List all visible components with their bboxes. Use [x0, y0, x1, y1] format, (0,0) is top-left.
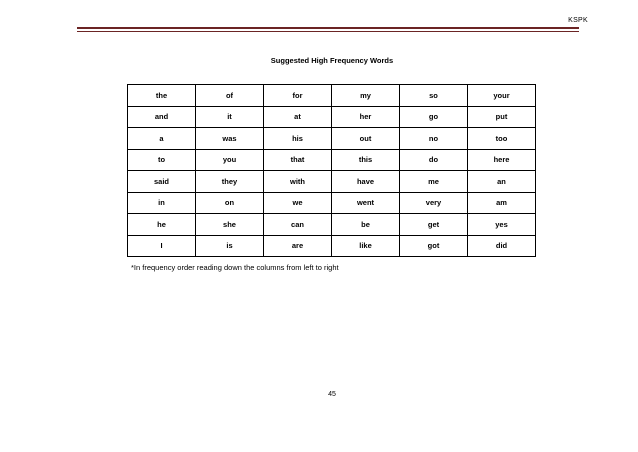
- table-cell: with: [264, 171, 332, 193]
- table-cell: on: [196, 192, 264, 214]
- table-cell: get: [400, 214, 468, 236]
- table-row: [128, 171, 536, 193]
- table-cell: to: [128, 149, 196, 171]
- table-cell: be: [332, 214, 400, 236]
- table-cell: said: [128, 171, 196, 193]
- table-cell: an: [468, 171, 536, 193]
- table-cell: for: [264, 85, 332, 107]
- table-row: [128, 235, 536, 257]
- footnote: *In frequency order reading down the columns from left to right: [131, 263, 339, 272]
- table-cell: me: [400, 171, 468, 193]
- table-cell: is: [196, 235, 264, 257]
- table-cell: put: [468, 106, 536, 128]
- table-cell: she: [196, 214, 264, 236]
- table-row: [128, 214, 536, 236]
- table-cell: am: [468, 192, 536, 214]
- table-cell: went: [332, 192, 400, 214]
- header-rule: [77, 27, 579, 29]
- table-cell: I: [128, 235, 196, 257]
- table-cell: do: [400, 149, 468, 171]
- table-cell: that: [264, 149, 332, 171]
- table-cell: here: [468, 149, 536, 171]
- table-row: [128, 128, 536, 150]
- table-cell: her: [332, 106, 400, 128]
- table-cell: we: [264, 192, 332, 214]
- header-rule-secondary: [77, 31, 579, 32]
- table-cell: are: [264, 235, 332, 257]
- table-cell: of: [196, 85, 264, 107]
- table-cell: he: [128, 214, 196, 236]
- table-cell: at: [264, 106, 332, 128]
- word-table: [127, 84, 536, 257]
- table-cell: got: [400, 235, 468, 257]
- table-cell: and: [128, 106, 196, 128]
- table-cell: did: [468, 235, 536, 257]
- table-cell: in: [128, 192, 196, 214]
- table-cell: your: [468, 85, 536, 107]
- table-cell: the: [128, 85, 196, 107]
- table-cell: have: [332, 171, 400, 193]
- table-cell: out: [332, 128, 400, 150]
- table-cell: was: [196, 128, 264, 150]
- table-cell: like: [332, 235, 400, 257]
- table-cell: my: [332, 85, 400, 107]
- table-cell: you: [196, 149, 264, 171]
- table-cell: no: [400, 128, 468, 150]
- table-cell: too: [468, 128, 536, 150]
- table-cell: a: [128, 128, 196, 150]
- table-cell: go: [400, 106, 468, 128]
- table-cell: his: [264, 128, 332, 150]
- table-cell: it: [196, 106, 264, 128]
- table-cell: very: [400, 192, 468, 214]
- table-cell: they: [196, 171, 264, 193]
- table-row: [128, 106, 536, 128]
- page-number: 45: [328, 391, 336, 398]
- table-cell: yes: [468, 214, 536, 236]
- word-table-body: [128, 85, 536, 257]
- table-cell: so: [400, 85, 468, 107]
- table-row: [128, 192, 536, 214]
- header-code: KSPK: [568, 17, 588, 24]
- table-row: [128, 85, 536, 107]
- page-title: Suggested High Frequency Words: [270, 56, 394, 65]
- table-row: [128, 149, 536, 171]
- table-cell: can: [264, 214, 332, 236]
- table-cell: this: [332, 149, 400, 171]
